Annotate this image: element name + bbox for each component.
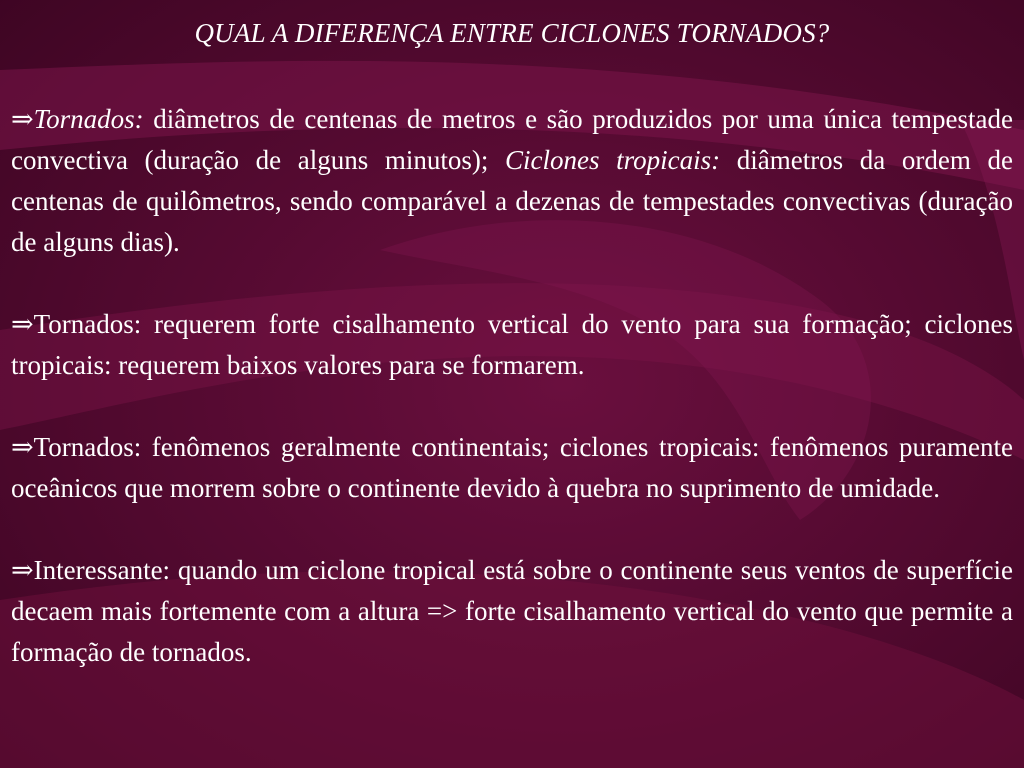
- term-tornados: Tornados:: [33, 104, 144, 134]
- arrow-icon: ⇒: [11, 309, 34, 339]
- paragraph-2: [11, 304, 1013, 386]
- slide-body: [11, 99, 1013, 714]
- arrow-icon: ⇒: [11, 555, 34, 585]
- paragraph-4-text: Interessante: quando um ciclone tropical está sobre o continente seus ventos de superfície decaem mais fortemente com a altura => forte cisalhamento vertical do vento que permite a formação de tornados.: [11, 555, 1013, 667]
- term-ciclones-tropicais: Ciclones tropicais:: [504, 145, 721, 175]
- slide-title: QUAL A DIFERENÇA ENTRE CICLONES TORNADOS?: [194, 18, 830, 48]
- paragraph-1: [11, 99, 1013, 263]
- paragraph-1-text-b: diâmetros da ordem de centenas de quilômetros, sendo comparável a dezenas de tempestades convectivas (duração de alguns dias).: [11, 145, 1014, 257]
- paragraph-3: [11, 427, 1013, 509]
- arrow-icon: ⇒: [11, 104, 34, 134]
- paragraph-3-text: Tornados: fenômenos geralmente continentais; ciclones tropicais: fenômenos puramente oceânicos que morrem sobre o continente devido à quebra no suprimento de umidade.: [11, 432, 1013, 503]
- paragraph-2-text: Tornados: requerem forte cisalhamento vertical do vento para sua formação; ciclones tropicais: requerem baixos valores para se formarem.: [11, 309, 1013, 380]
- arrow-icon: ⇒: [11, 432, 34, 462]
- paragraph-4: [11, 550, 1013, 673]
- paragraph-1-text-a: diâmetros de centenas de metros e são produzidos por uma única tempestade convectiva (duração de alguns minutos);: [11, 104, 1013, 175]
